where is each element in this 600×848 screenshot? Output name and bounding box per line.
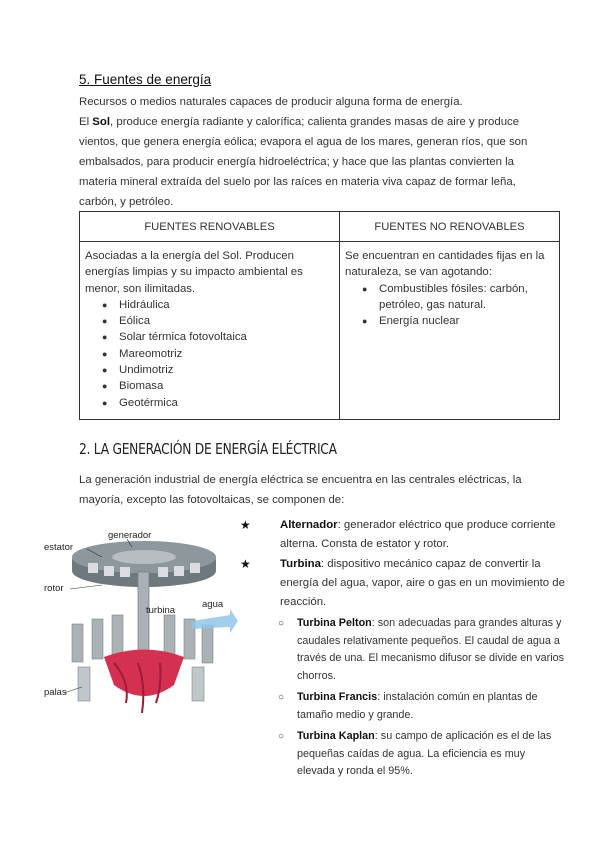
turbine-type-text: : son adecuadas para grandes alturas y caudales relativamente pequeños. El caudal de agua a través de una. El mecanismo difusor se divide en varios chorros. (297, 617, 565, 682)
turbine-type-label: Turbina Kaplan (297, 730, 375, 742)
vane (202, 625, 213, 663)
cell-renewable (80, 242, 340, 420)
list-item-turbina (240, 555, 565, 612)
renewable-item: ● Undimotriz (119, 362, 334, 378)
circle-bullet-icon: ○ (278, 692, 285, 703)
stator-slot (104, 566, 114, 576)
turbine-type-text: : su campo de aplicación es el de las pequeñas caídas de agua. La eficiencia es muy elevada y ronda el 95%. (297, 730, 552, 777)
turbine-type-text: : instalación común en plantas de tamaño medio y grande. (297, 691, 538, 721)
stator-slot (158, 567, 168, 577)
stator-slot (120, 567, 130, 577)
stator-slot (174, 566, 184, 576)
turbine-type-label: Turbina Francis (297, 691, 378, 703)
header-renewable: FUENTES RENOVABLES (80, 212, 340, 242)
section-5-line1: Recursos o medios naturales capaces de producir alguna forma de energía. (79, 96, 463, 108)
vane (78, 667, 90, 701)
turbina-text: : dispositivo mecánico capaz de convertir la energía del agua, vapor, aire o gas en un movimiento de reacción. (280, 558, 565, 608)
renewable-item: ● Geotérmica (119, 395, 334, 411)
circle-bullet-icon: ○ (278, 618, 285, 629)
label-generador: generador (108, 530, 152, 541)
renewable-item: ● Eólica (119, 313, 334, 329)
energy-sources-table (79, 211, 560, 420)
nonrenewable-list (345, 281, 554, 330)
turbine-types-list (240, 615, 565, 781)
label-rotor: rotor (44, 583, 64, 594)
alternador-label: Alternador (280, 519, 338, 531)
list-item-alternador (240, 516, 565, 554)
para-bold-sol: Sol (92, 116, 111, 128)
star-bullet-icon: ★ (240, 557, 251, 571)
label-palas: palas (44, 687, 67, 698)
label-agua: agua (202, 599, 224, 610)
renewable-item: ● Solar térmica fotovoltaica (119, 329, 334, 345)
components-list (240, 516, 565, 781)
section-5-text (79, 92, 539, 212)
vane (192, 667, 204, 701)
vane (92, 619, 103, 659)
shaft (138, 572, 149, 660)
renewable-item: ● Hidráulica (119, 297, 334, 313)
turbina-label: Turbina (280, 558, 321, 570)
para-lead: El (79, 116, 93, 128)
header-nonrenewable: FUENTES NO RENOVABLES (340, 212, 560, 242)
turbine-generator-diagram (42, 517, 238, 722)
alternador-text: : generador eléctrico que produce corriente alterna. Consta de estator y rotor. (280, 519, 556, 550)
renewable-desc: Asociadas a la energía del Sol. Producen energías limpias y su impacto ambiental es menor, son ilimitadas. (85, 250, 303, 295)
turbine-type-item (240, 728, 565, 781)
section-2-title: 2. LA GENERACIÓN DE ENERGÍA ELÉCTRICA (79, 440, 337, 458)
circle-bullet-icon: ○ (278, 731, 285, 742)
cell-nonrenewable (340, 242, 560, 420)
renewable-list (85, 297, 334, 411)
vane (164, 615, 175, 657)
vane (72, 624, 83, 662)
renewable-item: ● Mareomotriz (119, 346, 334, 362)
stator-slot (88, 563, 98, 573)
stator-slot (190, 563, 200, 573)
nonrenewable-item: ● Energía nuclear (379, 313, 554, 329)
label-estator: estator (44, 542, 74, 553)
section-5-paragraph (79, 112, 539, 212)
label-turbina: turbina (146, 605, 176, 616)
vane (112, 615, 123, 657)
star-bullet-icon: ★ (240, 518, 251, 532)
section-2-intro: La generación industrial de energía eléctrica se encuentra en las centrales eléctricas, la mayoría, excepto las fotovoltaicas, se componen de: (79, 474, 522, 506)
section-5-title: 5. Fuentes de energía (79, 72, 212, 87)
water-arrow (192, 609, 238, 633)
turbine-type-item (240, 615, 565, 685)
rotor-hub (112, 550, 176, 564)
renewable-item: ● Biomasa (119, 378, 334, 394)
para-rest: , produce energía radiante y calorífica; calienta grandes masas de aire y produce vientos, que genera energía eólica; evapora el agua de los mares, generan ríos, que son embalsados, para producir energía hidroeléctrica; y hace que las plantas convierten la materia mineral extraída del suelo por las raíces en materia viva capaz de formar leña, carbón, y petróleo. (79, 116, 528, 208)
turbine-type-label: Turbina Pelton (297, 617, 372, 629)
nonrenewable-item: ● Combustibles fósiles: carbón, petróleo, gas natural. (379, 281, 554, 314)
turbine-type-item (240, 689, 565, 724)
leader-rotor (70, 585, 102, 589)
nonrenewable-desc: Se encuentran en cantidades fijas en la naturaleza, se van agotando: (345, 250, 545, 279)
